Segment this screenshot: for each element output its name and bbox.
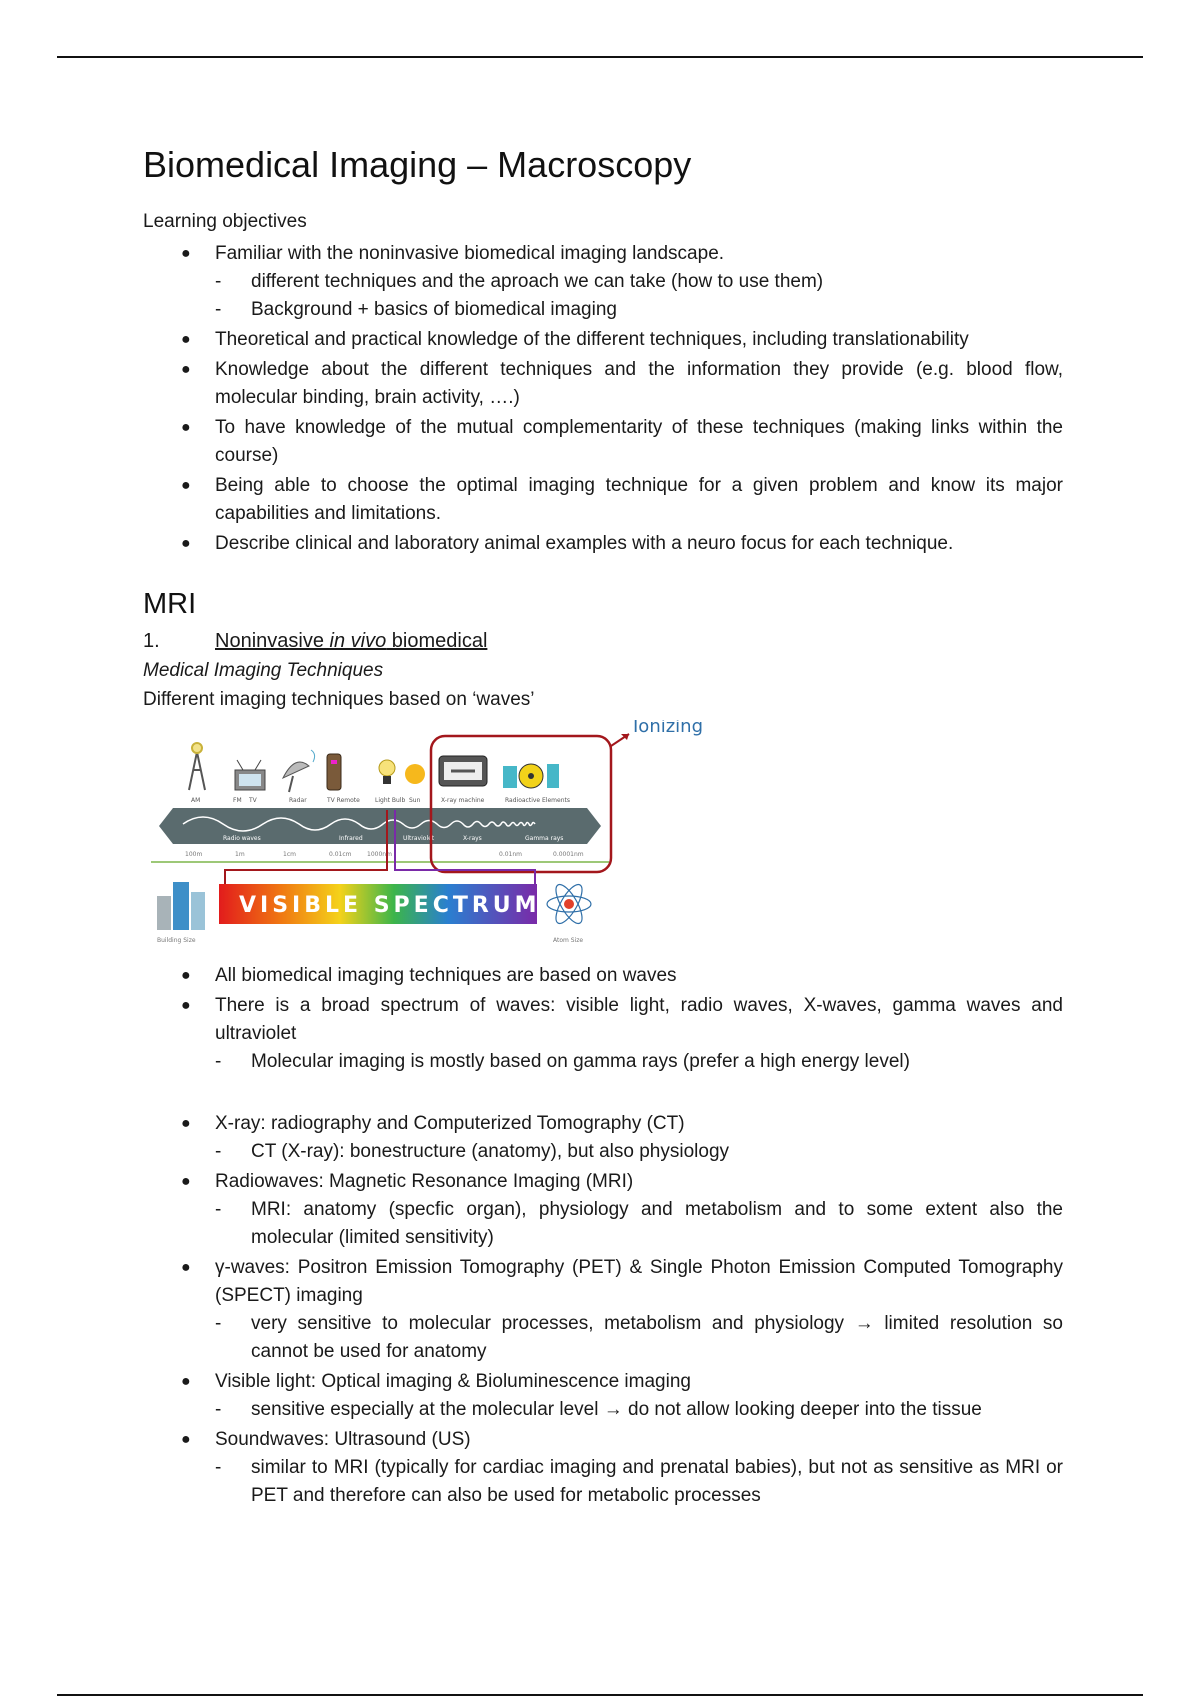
subsection-text-start: Noninvasive: [215, 630, 330, 652]
visible-spectrum-label: VISIBLE SPECTRUM: [239, 893, 541, 918]
spectrum-figure: [143, 720, 743, 952]
list-item-text: Radiowaves: Magnetic Resonance Imaging (MRI): [215, 1171, 634, 1192]
dash-marker: -: [215, 1313, 222, 1334]
header-rule: [57, 56, 1143, 58]
list-item: [143, 1426, 1063, 1510]
band-label: Infrared: [339, 835, 363, 842]
dash-marker: -: [215, 271, 222, 292]
dash-marker: -: [215, 1141, 222, 1162]
dash-marker: -: [215, 1199, 222, 1220]
bullet-icon: ●: [181, 1173, 191, 1190]
building-icon: [157, 882, 205, 930]
list-item-text: Theoretical and practical knowledge of the different techniques, including translationability: [215, 329, 969, 350]
dash-marker: -: [215, 1457, 222, 1478]
list-item-text: Describe clinical and laboratory animal examples with a neuro focus for each technique.: [215, 533, 954, 554]
sub-list: [215, 1138, 1063, 1166]
sub-list-item-text: CT (X-ray): bonestructure (anatomy), but also physiology: [251, 1141, 730, 1162]
italic-heading: Medical Imaging Techniques: [143, 660, 384, 681]
band-label: Ultraviolet: [403, 835, 435, 842]
source-label: Radioactive Elements: [505, 797, 570, 804]
bullet-icon: ●: [181, 245, 191, 262]
bullet-icon: ●: [181, 419, 191, 436]
sub-list: [215, 1196, 1063, 1252]
subsection-text-italic: in vivo: [329, 630, 387, 652]
document-title: Biomedical Imaging – Macroscopy: [143, 144, 692, 185]
list-item-text: Knowledge about the different techniques and the information they provide (e.g. blood flow, molecular binding, brain activity, ….): [215, 359, 1063, 408]
techniques-list: [143, 1110, 1063, 1510]
list-item: [143, 1110, 1063, 1166]
source-label: Radar: [289, 797, 307, 804]
list-item: [143, 962, 1063, 990]
sub-list-item-text: MRI: anatomy (specfic organ), physiology and metabolism and to some extent also the molecular (limited sensitivity): [251, 1199, 1063, 1248]
light-bulb-icon: [379, 760, 395, 784]
scale-label: 1000nm: [367, 851, 392, 858]
document-body: [143, 142, 1063, 1512]
size-label: Building Size: [157, 937, 196, 944]
subsection-text-end: biomedical: [386, 630, 488, 652]
spectrum-svg: [143, 720, 743, 952]
sub-list: [215, 1454, 1063, 1510]
atom-icon: [547, 881, 591, 927]
waves-list: [143, 962, 1063, 1076]
objectives-heading: Learning objectives: [143, 211, 307, 232]
bullet-icon: ●: [181, 477, 191, 494]
scale-label: 1m: [235, 851, 245, 858]
sub-list-item: [215, 268, 1063, 296]
source-label: TV Remote: [327, 797, 360, 804]
list-item-text: Visible light: Optical imaging & Bioluminescence imaging: [215, 1371, 691, 1392]
sub-list: [215, 268, 1063, 324]
dash-marker: -: [215, 299, 222, 320]
size-label: Atom Size: [553, 937, 584, 944]
bullet-icon: ●: [181, 967, 191, 984]
list-item-text: There is a broad spectrum of waves: visible light, radio waves, X-waves, gamma waves and ultraviolet: [215, 995, 1063, 1044]
sub-list-item-text: very sensitive to molecular processes, metabolism and physiology → limited resolution so cannot be used for anatomy: [251, 1313, 1063, 1362]
spacer: [143, 1078, 1063, 1106]
bullet-icon: ●: [181, 331, 191, 348]
radar-dish-icon: [283, 750, 315, 792]
footer-rule: [57, 1694, 1143, 1696]
bullet-icon: ●: [181, 997, 191, 1014]
sub-list-item: [215, 1138, 1063, 1166]
scale-label: 100m: [185, 851, 203, 858]
list-item-text: X-ray: radiography and Computerized Tomography (CT): [215, 1113, 685, 1134]
bullet-icon: ●: [181, 1373, 191, 1390]
band-label: X-rays: [463, 835, 482, 842]
bullet-icon: ●: [181, 1431, 191, 1448]
band-label: Gamma rays: [525, 835, 564, 842]
scale-label: 1cm: [283, 851, 296, 858]
bullet-icon: ●: [181, 535, 191, 552]
intro-line: Different imaging techniques based on ‘waves’: [143, 689, 535, 710]
list-item: [143, 240, 1063, 324]
list-item: [143, 326, 1063, 354]
sub-list-item: [215, 1454, 1063, 1510]
sub-list-item: [215, 1196, 1063, 1252]
source-label: AM: [191, 797, 201, 804]
bullet-icon: ●: [181, 1115, 191, 1132]
sub-list-item-text: different techniques and the aproach we can take (how to use them): [251, 271, 824, 292]
list-item-text: To have knowledge of the mutual complementarity of these techniques (making links within the course): [215, 417, 1063, 466]
list-item: [143, 1168, 1063, 1252]
section-heading: MRI: [143, 588, 197, 620]
tv-remote-icon: [327, 754, 341, 790]
source-label: X-ray machine: [441, 797, 485, 804]
band-label: Radio waves: [223, 835, 261, 842]
tv-icon: [235, 760, 265, 790]
radioactive-elements-icon: [503, 764, 559, 788]
list-item: [143, 472, 1063, 528]
list-item: [143, 414, 1063, 470]
list-item: [143, 530, 1063, 558]
sub-list-item: [215, 1396, 1063, 1424]
sub-list: [215, 1048, 1063, 1076]
radio-tower-icon: [189, 743, 205, 790]
sun-icon: [405, 764, 425, 784]
list-item-text: Soundwaves: Ultrasound (US): [215, 1429, 471, 1450]
list-item-text: All biomedical imaging techniques are based on waves: [215, 965, 677, 986]
subsection-heading: [143, 626, 1063, 656]
list-item-text: γ-waves: Positron Emission Tomography (PET) & Single Photon Emission Computed Tomography (SPECT) imaging: [215, 1257, 1063, 1306]
subsection-number: 1.: [143, 630, 160, 652]
scale-label: 0.01nm: [499, 851, 523, 858]
sub-list-item-text: sensitive especially at the molecular level → do not allow looking deeper into the tissue: [251, 1399, 982, 1420]
scale-label: 0.01cm: [329, 851, 352, 858]
source-label: Sun: [409, 797, 421, 804]
source-label: TV: [249, 797, 257, 804]
sub-list-item: [215, 296, 1063, 324]
sub-list-item-text: Background + basics of biomedical imaging: [251, 299, 617, 320]
objectives-list: [143, 240, 1063, 558]
list-item-text: Being able to choose the optimal imaging technique for a given problem and know its major capabilities and limitations.: [215, 475, 1063, 524]
sub-list-item-text: Molecular imaging is mostly based on gamma rays (prefer a high energy level): [251, 1051, 910, 1072]
bullet-icon: ●: [181, 361, 191, 378]
sub-list: [215, 1396, 1063, 1424]
list-item-text: Familiar with the noninvasive biomedical imaging landscape.: [215, 243, 725, 264]
sub-list: [215, 1310, 1063, 1366]
scale-label: 0.0001nm: [553, 851, 584, 858]
sub-list-item: [215, 1310, 1063, 1366]
list-item: [143, 1368, 1063, 1424]
source-label: Light Bulb: [375, 797, 406, 804]
bullet-icon: ●: [181, 1259, 191, 1276]
list-item: [143, 356, 1063, 412]
xray-machine-icon: [439, 756, 487, 786]
ionizing-label: Ionizing: [633, 720, 704, 737]
list-item: [143, 1254, 1063, 1366]
sub-list-item: [215, 1048, 1063, 1076]
list-item: [143, 992, 1063, 1076]
sub-list-item-text: similar to MRI (typically for cardiac imaging and prenatal babies), but not as sensitive as MRI or PET and therefore can also be used for metabolic processes: [251, 1457, 1063, 1506]
dash-marker: -: [215, 1399, 222, 1420]
dash-marker: -: [215, 1051, 222, 1072]
source-label: FM: [233, 797, 242, 804]
